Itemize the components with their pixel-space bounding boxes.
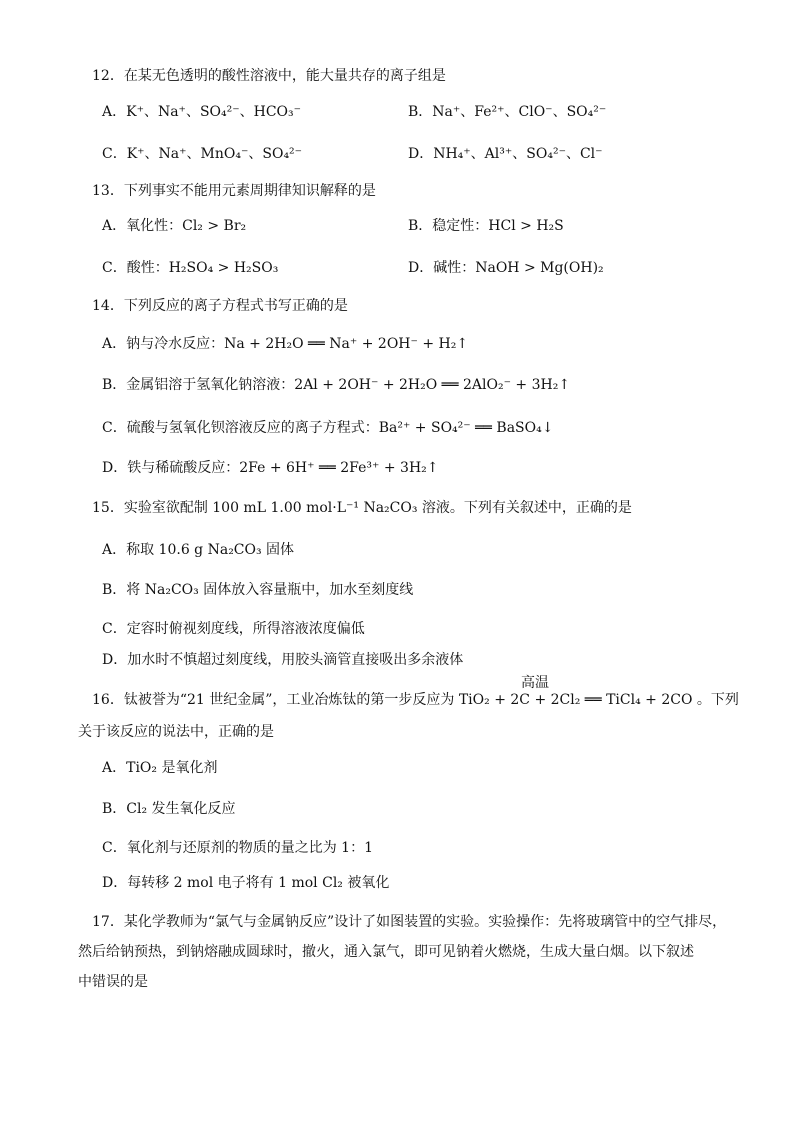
q17-stem-line3: 中错误的是: [78, 974, 148, 990]
q13-option-c: C．酸性：H₂SO₄ > H₂SO₃: [102, 260, 279, 276]
q15-option-c: C．定容时俯视刻度线，所得溶液浓度偏低: [102, 621, 365, 637]
q14-option-d: D．铁与稀硫酸反应：2Fe + 6H⁺ ══ 2Fe³⁺ + 3H₂↑: [102, 460, 439, 476]
q15-stem: 15．实验室欲配制 100 mL 1.00 mol·L⁻¹ Na₂CO₃ 溶液。下列有关叙述中，正确的是: [92, 500, 632, 516]
q16-option-d: D．每转移 2 mol 电子将有 1 mol Cl₂ 被氧化: [102, 875, 390, 891]
q15-option-b: B．将 Na₂CO₃ 固体放入容量瓶中，加水至刻度线: [102, 582, 414, 598]
q12-option-a: A．K⁺、Na⁺、SO₄²⁻、HCO₃⁻: [102, 104, 302, 120]
q13-stem: 13．下列事实不能用元素周期律知识解释的是: [92, 183, 376, 199]
q12-option-c: C．K⁺、Na⁺、MnO₄⁻、SO₄²⁻: [102, 146, 303, 162]
q16-option-c: C．氧化剂与还原剂的物质的量之比为 1：1: [102, 840, 373, 856]
q16-option-b: B．Cl₂ 发生氧化反应: [102, 801, 236, 817]
q16-stem-line1: 16．钛被誉为“21 世纪金属”，工业冶炼钛的第一步反应为 TiO₂ + 2C + 2Cl₂ ══ TiCl₄ + 2CO 。下列: [92, 692, 739, 708]
q16-option-a: A．TiO₂ 是氧化剂: [102, 760, 218, 776]
q13-option-a: A．氧化性：Cl₂ > Br₂: [102, 218, 247, 234]
q14-option-a: A．钠与冷水反应：Na + 2H₂O ══ Na⁺ + 2OH⁻ + H₂↑: [102, 336, 469, 352]
q13-option-b: B．稳定性：HCl > H₂S: [408, 218, 564, 234]
q12-option-d: D．NH₄⁺、Al³⁺、SO₄²⁻、Cl⁻: [408, 146, 603, 162]
q16-reaction-condition: 高温: [521, 675, 549, 691]
q14-option-c: C．硫酸与氢氧化钡溶液反应的离子方程式：Ba²⁺ + SO₄²⁻ ══ BaSO₄↓: [102, 420, 554, 436]
q17-stem-line1: 17．某化学教师为“氯气与金属钠反应”设计了如图装置的实验。实验操作：先将玻璃管中的空气排尽，: [92, 914, 727, 930]
q16-stem-line2: 关于该反应的说法中，正确的是: [78, 724, 274, 740]
q14-stem: 14．下列反应的离子方程式书写正确的是: [92, 298, 348, 314]
q14-option-b: B．金属铝溶于氢氧化钠溶液：2Al + 2OH⁻ + 2H₂O ══ 2AlO₂⁻ + 3H₂↑: [102, 377, 571, 393]
q13-option-d: D．碱性：NaOH > Mg(OH)₂: [408, 260, 604, 276]
q12-option-b: B．Na⁺、Fe²⁺、ClO⁻、SO₄²⁻: [408, 104, 607, 120]
q17-stem-line2: 然后给钠预热，到钠熔融成圆球时，撤火，通入氯气，即可见钠着火燃烧，生成大量白烟。以下叙述: [78, 944, 694, 960]
q15-option-a: A．称取 10.6 g Na₂CO₃ 固体: [102, 542, 295, 558]
q15-option-d: D．加水时不慎超过刻度线，用胶头滴管直接吸出多余液体: [102, 652, 464, 668]
q12-stem: 12．在某无色透明的酸性溶液中，能大量共存的离子组是: [92, 68, 446, 84]
